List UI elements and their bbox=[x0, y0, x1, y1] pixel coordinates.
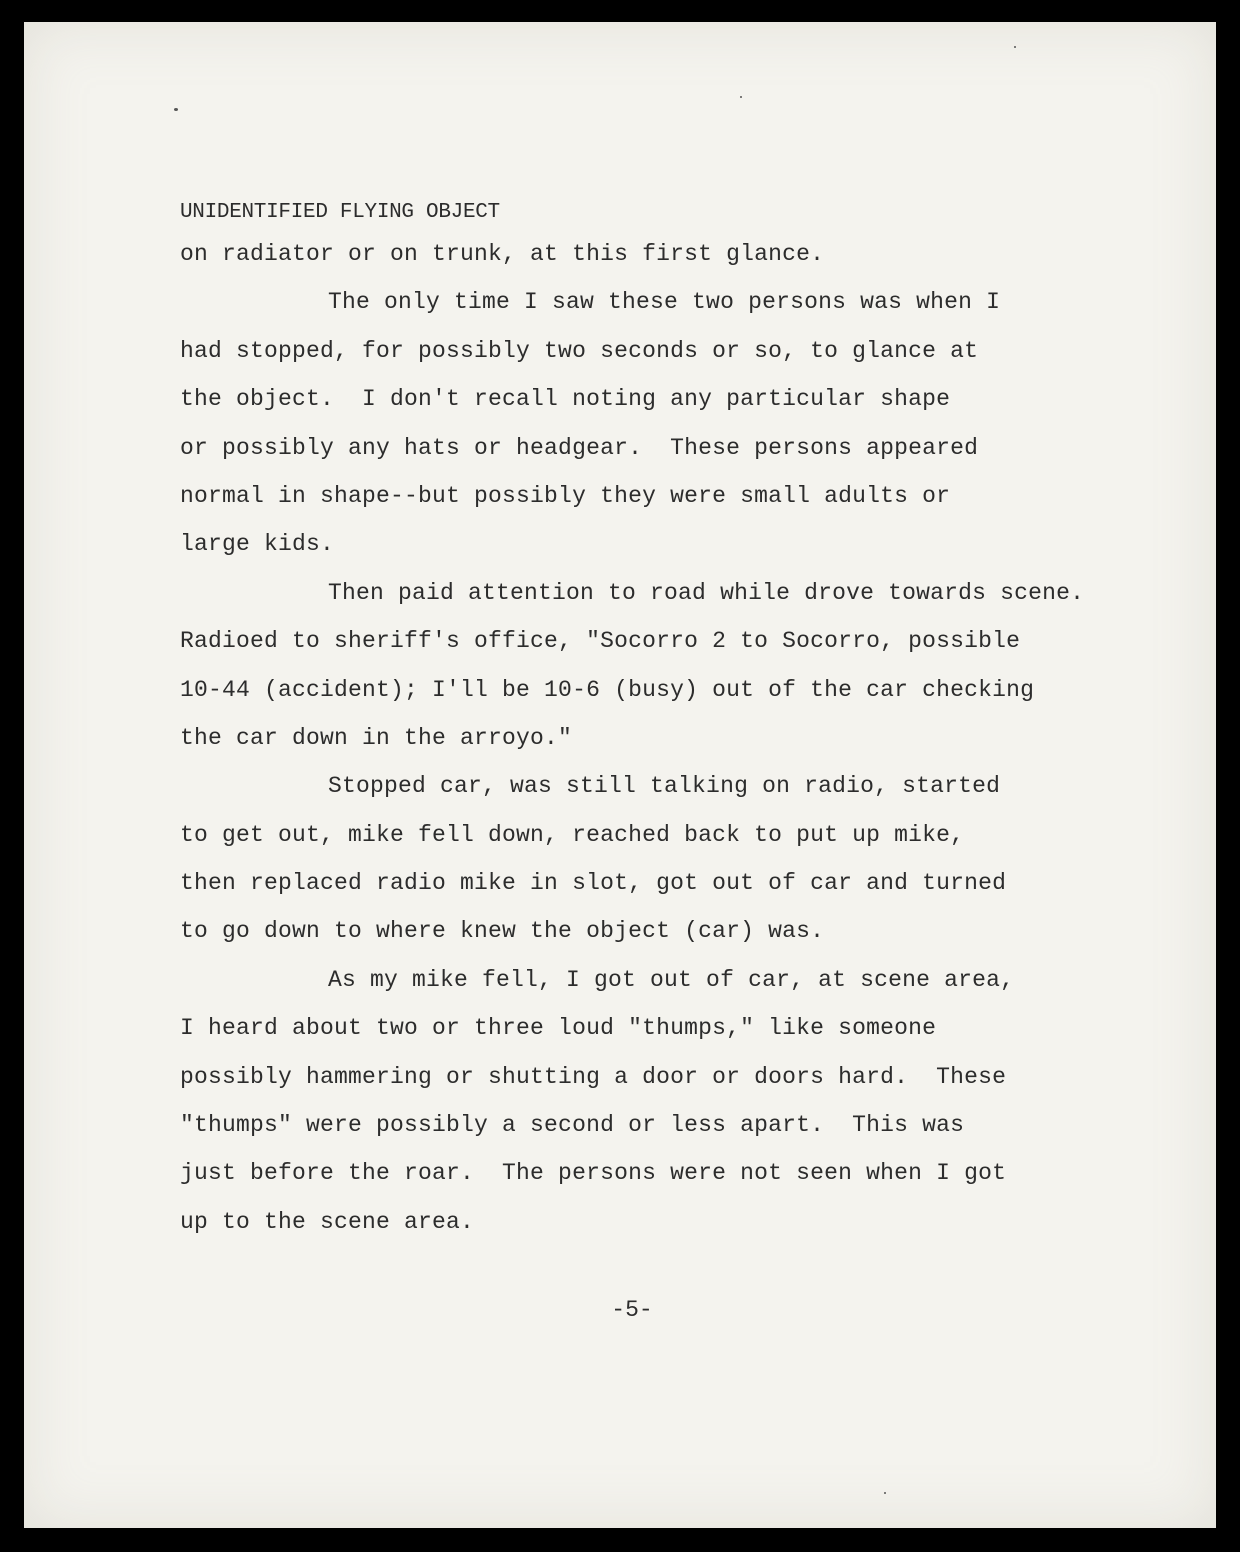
text-line: Then paid attention to road while drove towards scene. bbox=[328, 579, 1085, 606]
document-body bbox=[180, 196, 1140, 1246]
text-line: "thumps" were possibly a second or less apart. This was bbox=[180, 1112, 965, 1139]
text-line: on radiator or on trunk, at this first glance. bbox=[180, 241, 825, 267]
text-line: Stopped car, was still talking on radio, started bbox=[328, 773, 1001, 800]
text-line: 10-44 (accident); I'll be 10-6 (busy) out of the car checking bbox=[180, 676, 1035, 703]
paragraph-lines bbox=[180, 230, 1140, 1246]
text-line: Radioed to sheriff's office, "Socorro 2 to Socorro, possible bbox=[180, 628, 1021, 655]
text-line: The only time I saw these two persons was when I bbox=[328, 289, 1001, 316]
document-heading: UNIDENTIFIED FLYING OBJECT bbox=[180, 201, 500, 224]
text-line: As my mike fell, I got out of car, at scene area, bbox=[328, 966, 1015, 993]
text-line: up to the scene area. bbox=[180, 1208, 475, 1235]
text-line: then replaced radio mike in slot, got out of car and turned bbox=[180, 870, 1007, 897]
text-line: large kids. bbox=[180, 531, 335, 558]
text-line: had stopped, for possibly two seconds or so, to glance at bbox=[180, 337, 979, 364]
ink-speck bbox=[884, 1492, 886, 1494]
text-line: the object. I don't recall noting any particular shape bbox=[180, 386, 951, 413]
text-line: the car down in the arroyo." bbox=[180, 724, 573, 751]
ink-speck bbox=[740, 96, 742, 98]
text-line: possibly hammering or shutting a door or doors hard. These bbox=[180, 1063, 1007, 1090]
text-line: I heard about two or three loud "thumps," like someone bbox=[180, 1015, 937, 1042]
ink-speck bbox=[174, 108, 178, 111]
text-line: just before the roar. The persons were not seen when I got bbox=[180, 1160, 1007, 1187]
page-number: -5- bbox=[611, 1297, 653, 1323]
ink-speck bbox=[1014, 46, 1016, 48]
text-line: to go down to where knew the object (car) was. bbox=[180, 918, 825, 945]
text-line: normal in shape--but possibly they were small adults or bbox=[180, 482, 951, 509]
text-line: to get out, mike fell down, reached back to put up mike, bbox=[180, 821, 965, 848]
text-line: or possibly any hats or headgear. These persons appeared bbox=[180, 434, 979, 461]
